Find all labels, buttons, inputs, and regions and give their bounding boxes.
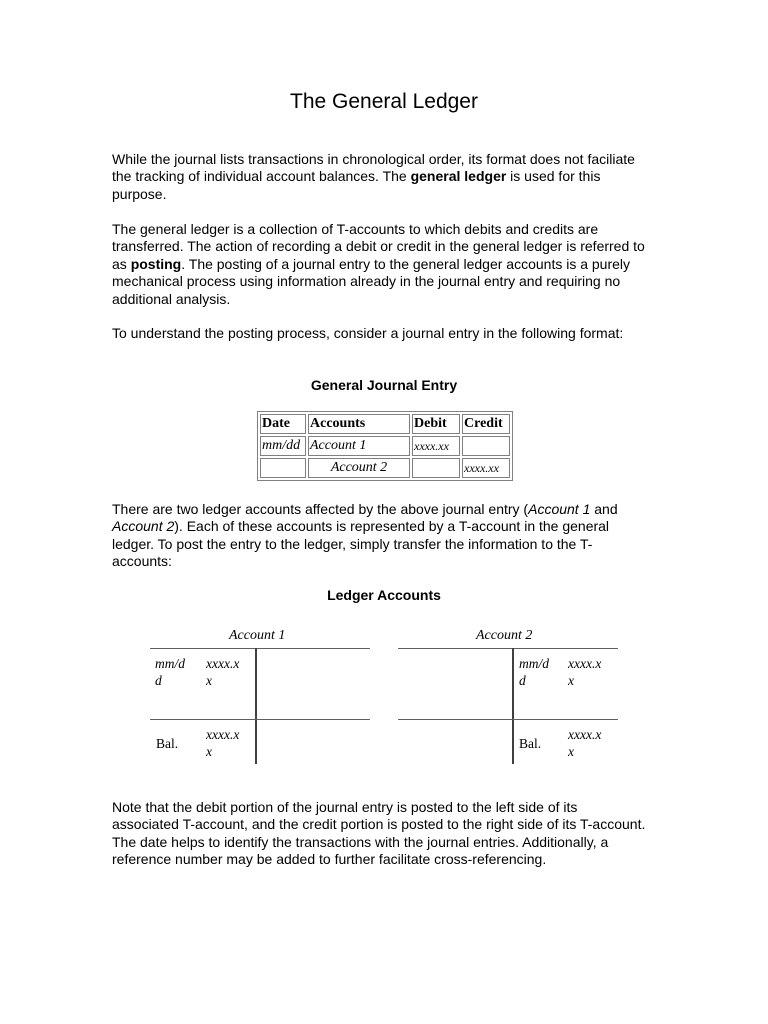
text-run: . The posting of a journal entry to the general ledger accounts is a purely mechanical process using information already in the journal entry and requiring no additional analysis. bbox=[112, 255, 631, 307]
balance-line: xxxx.x bbox=[568, 727, 602, 742]
paragraph-intro bbox=[112, 151, 647, 203]
date-line: d bbox=[519, 673, 526, 688]
t-account-1 bbox=[150, 626, 370, 771]
t-account-1-top-rule bbox=[150, 648, 370, 649]
row2-credit: xxxx.xx bbox=[462, 458, 510, 478]
t-account-2-balance bbox=[568, 726, 601, 760]
journal-entry-table bbox=[257, 411, 513, 481]
text-run: and bbox=[590, 501, 618, 517]
balance-line: xxxx.x bbox=[206, 727, 240, 742]
date-line: mm/d bbox=[155, 656, 185, 671]
text-run: While the journal lists transactions in chronological order, its format does not faciliate the tracking of individual account balances. The bbox=[112, 151, 635, 185]
t-account-2-bal-label: Bal. bbox=[519, 736, 542, 751]
paragraph-ledger-accounts bbox=[112, 501, 647, 571]
row1-credit bbox=[462, 436, 510, 456]
row1-debit: xxxx.xx bbox=[412, 436, 460, 456]
page-title: The General Ledger bbox=[290, 90, 478, 113]
text-run: ). Each of these accounts is represented by a T-account in the general ledger. To post the entry to the ledger, simply transfer the information to the T-accounts: bbox=[112, 518, 610, 570]
account-2-ref: Account 2 bbox=[112, 518, 175, 535]
row2-date bbox=[260, 458, 306, 478]
table-header-row bbox=[260, 414, 510, 434]
t-account-2-top-rule bbox=[398, 648, 618, 649]
date-line: d bbox=[155, 673, 162, 688]
term-general-ledger: general ledger bbox=[410, 168, 507, 185]
paragraph-note: Note that the debit portion of the journal entry is posted to the left side of its associated T-account, and the credit portion is posted to the right side of its T-account. The date helps to identify the transactions with the journal entries. Additionally, a reference number may be added to further facilitate cross-referencing. bbox=[112, 799, 646, 868]
t-account-1-amount bbox=[206, 655, 239, 689]
t-account-2 bbox=[398, 626, 618, 771]
text-run: There are two ledger accounts affected by the above journal entry ( bbox=[112, 501, 529, 517]
table-row bbox=[260, 458, 510, 478]
journal-heading: General Journal Entry bbox=[310, 377, 458, 393]
row2-debit bbox=[412, 458, 460, 478]
amount-line: xxxx.x bbox=[206, 656, 240, 671]
t-account-2-date bbox=[519, 655, 549, 689]
t-account-1-date bbox=[155, 655, 185, 689]
header-accounts: Accounts bbox=[308, 414, 410, 434]
t-account-1-balance bbox=[206, 726, 239, 760]
row1-account: Account 1 bbox=[308, 436, 410, 456]
paragraph-posting-process: To understand the posting process, consider a journal entry in the following format: bbox=[112, 325, 624, 341]
balance-line: x bbox=[568, 744, 574, 759]
t-account-1-name: Account 1 bbox=[229, 628, 286, 643]
t-account-2-divider bbox=[512, 648, 514, 764]
header-debit: Debit bbox=[412, 414, 460, 434]
t-account-2-balance-rule bbox=[398, 719, 618, 720]
date-line: mm/d bbox=[519, 656, 549, 671]
term-posting: posting bbox=[130, 255, 182, 272]
t-account-1-divider bbox=[255, 648, 257, 764]
text-run: is used for this purpose. bbox=[112, 168, 601, 202]
amount-line: x bbox=[206, 673, 212, 688]
header-credit: Credit bbox=[462, 414, 510, 434]
table-row bbox=[260, 436, 510, 456]
row2-account: Account 2 bbox=[308, 458, 410, 478]
paragraph-posting bbox=[112, 221, 647, 308]
amount-line: xxxx.x bbox=[568, 656, 602, 671]
row1-date: mm/dd bbox=[260, 436, 306, 456]
text-run: The general ledger is a collection of T-accounts to which debits and credits are transferred. The action of recording a debit or credit in the general ledger is referred to as bbox=[112, 221, 645, 272]
account-1-ref: Account 1 bbox=[528, 501, 591, 517]
t-account-1-balance-rule bbox=[150, 719, 370, 720]
balance-line: x bbox=[206, 744, 212, 759]
t-account-1-bal-label: Bal. bbox=[156, 736, 179, 751]
t-account-2-name: Account 2 bbox=[476, 628, 533, 643]
ledger-heading: Ledger Accounts bbox=[327, 587, 441, 603]
header-date: Date bbox=[260, 414, 306, 434]
t-account-2-amount bbox=[568, 655, 601, 689]
amount-line: x bbox=[568, 673, 574, 688]
